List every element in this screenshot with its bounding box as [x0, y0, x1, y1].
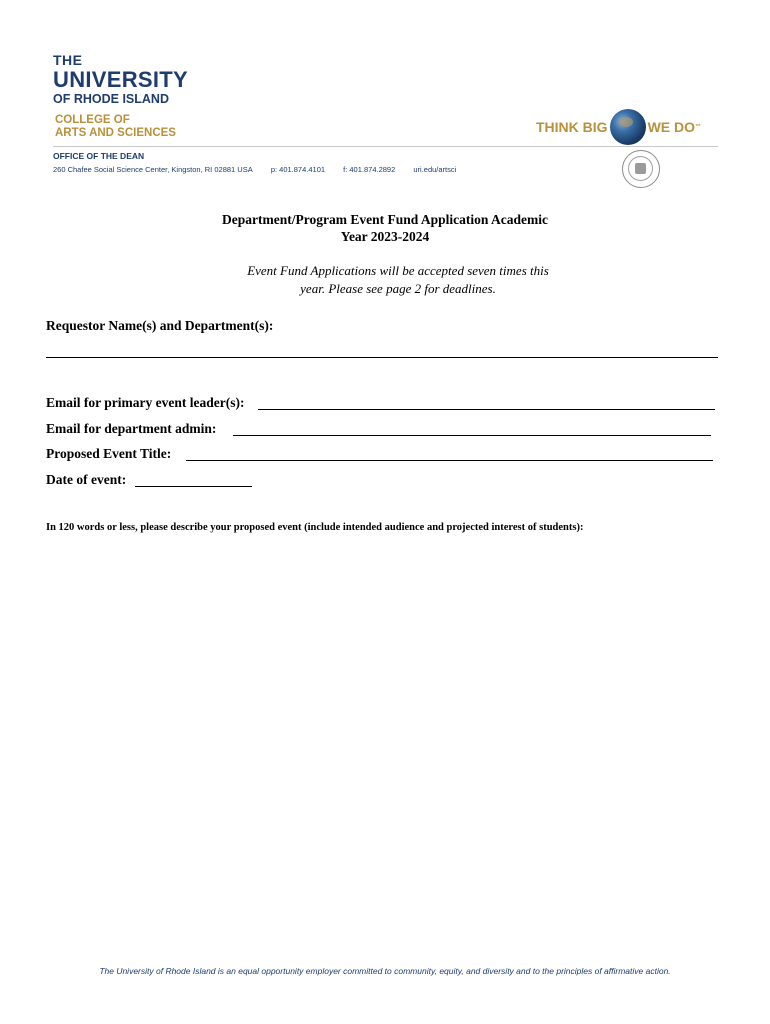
- deadline-note-line-1: Event Fund Applications will be accepted seven times this: [247, 263, 549, 278]
- office-fax: f: 401.874.2892: [343, 165, 396, 174]
- form-title-line-1: Department/Program Event Fund Application Academic: [222, 212, 548, 227]
- form-title: [0, 211, 770, 245]
- office-web: uri.edu/artsci: [413, 165, 457, 174]
- office-address: 260 Chafee Social Science Center, Kingston, RI 02881 USA: [53, 165, 253, 174]
- event-title-label: Proposed Event Title:: [46, 446, 172, 461]
- contact-line: [53, 164, 472, 175]
- event-title-field[interactable]: [186, 460, 713, 461]
- email-admin-field[interactable]: [233, 435, 711, 436]
- college-line-1: COLLEGE OF: [55, 114, 130, 126]
- university-seal-icon: [622, 150, 660, 188]
- tagline-right: WE DO: [647, 119, 696, 135]
- office-phone: p: 401.874.4101: [270, 165, 326, 174]
- tagline-left: THINK BIG: [536, 119, 608, 135]
- globe-icon: [610, 109, 646, 145]
- uri-logo: [53, 52, 189, 139]
- requestor-label: Requestor Name(s) and Department(s):: [46, 318, 274, 333]
- eeo-footer: The University of Rhode Island is an equal opportunity employer committed to community, equity, and diversity and to the principles of affirmative action.: [99, 966, 671, 976]
- deadline-note: [0, 262, 770, 298]
- description-prompt: In 120 words or less, please describe your proposed event (include intended audience and projected interest of students):: [46, 522, 584, 533]
- form-title-line-2: Year 2023-2024: [340, 229, 430, 244]
- college-line-2: ARTS AND SCIENCES: [55, 127, 176, 139]
- deadline-note-line-2: year. Please see page 2 for deadlines.: [300, 281, 496, 296]
- email-leader-field[interactable]: [258, 409, 715, 410]
- letterhead-divider: [53, 146, 718, 147]
- think-big-tagline: [536, 112, 701, 142]
- college-name: [55, 114, 176, 140]
- email-leader-label: Email for primary event leader(s):: [46, 395, 245, 410]
- logo-of-rhode-island: OF RHODE ISLAND: [53, 92, 169, 106]
- event-date-label: Date of event:: [46, 472, 127, 487]
- trademark-symbol: ™: [695, 124, 702, 130]
- office-title: OFFICE OF THE DEAN: [53, 151, 145, 161]
- requestor-field[interactable]: [46, 357, 718, 358]
- event-date-field[interactable]: [135, 486, 252, 487]
- logo-university: UNIVERSITY: [53, 67, 189, 92]
- email-admin-label: Email for department admin:: [46, 421, 217, 436]
- office-info: [53, 151, 472, 175]
- logo-the: THE: [53, 52, 83, 68]
